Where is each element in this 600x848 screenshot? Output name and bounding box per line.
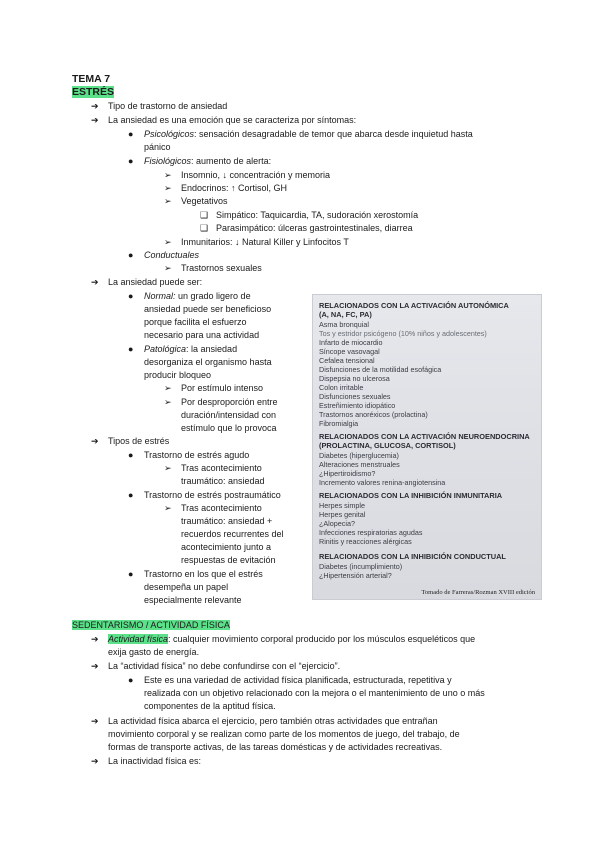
text-line: La ansiedad es una emoción que se caracteriza por síntomas: — [108, 115, 357, 125]
text-line: La inactividad física es: — [108, 756, 202, 766]
text-line: especialmente relevante — [144, 595, 242, 605]
text-line: acontecimiento junto a — [181, 542, 272, 552]
text-line: Por desproporción entre — [181, 397, 278, 407]
photo-line: Alteraciones menstruales — [319, 460, 400, 469]
photo-line: Diabetes (incumplimiento) — [319, 562, 403, 571]
text-line: componentes de la aptitud física. — [144, 701, 276, 711]
photo-line: ¿Hipertiroidismo? — [319, 469, 376, 478]
photo-line: Tos y estridor psicógeno (10% niños y adolescentes) — [319, 329, 487, 338]
photo-heading: (PROLACTINA, GLUCOSA, CORTISOL) — [319, 441, 456, 450]
text-line: necesario para una actividad — [144, 330, 260, 340]
arrowhead-bullet-icon: ➢ — [164, 237, 172, 247]
text-line: Parasimpático: úlceras gastrointestinales, diarrea — [216, 223, 413, 233]
arrow-bullet-icon: ➔ — [91, 115, 99, 125]
text-line: La “actividad física” no debe confundirse con el “ejercicio”. — [108, 661, 341, 671]
text-line: Vegetativos — [181, 196, 228, 206]
text-line: recuerdos recurrentes del — [181, 529, 284, 539]
photo-line: Disfunciones de la motilidad esofágica — [319, 365, 442, 374]
text-line: Psicológicos: sensación desagradable de temor que abarca desde inquietud hasta — [144, 129, 473, 139]
arrow-bullet-icon: ➔ — [91, 634, 99, 644]
photo-line: ¿Hipertensión arterial? — [319, 571, 392, 580]
text-line: La actividad física abarca el ejercicio, pero también otras actividades que entrañan — [108, 716, 438, 726]
checkbox-bullet-icon: ❑ — [200, 210, 209, 220]
dot-bullet-icon: ● — [128, 250, 134, 260]
page-title: TEMA 7 — [72, 73, 111, 85]
table-photo — [312, 294, 542, 600]
text-line: traumático: ansiedad — [181, 476, 265, 486]
text-line: Patológica: la ansiedad — [144, 344, 238, 354]
photo-line: Estreñimiento idiopático — [319, 401, 396, 410]
term-psicologicos: Psicológicos — [144, 129, 195, 139]
checkbox-bullet-icon: ❑ — [200, 223, 209, 233]
dot-bullet-icon: ● — [128, 675, 134, 685]
arrowhead-bullet-icon: ➢ — [164, 170, 172, 180]
photo-credit: Tomado de Farreras/Rozman XVIII edición — [421, 589, 535, 596]
dot-bullet-icon: ● — [128, 291, 134, 301]
text-line: realizada con un objetivo relacionado con la mejora o el mantenimiento de uno o más — [144, 688, 485, 698]
text-line: duración/intensidad con — [181, 410, 277, 420]
text-line: Endocrinos: ↑ Cortisol, GH — [181, 183, 288, 193]
text-line: formas de transporte activas, de las tareas domésticas y de actividades recreativas. — [108, 742, 443, 752]
dot-bullet-icon: ● — [128, 569, 134, 579]
text-line: ansiedad puede ser beneficioso — [144, 304, 272, 314]
text-line: desempeña un papel — [144, 582, 229, 592]
text-line: Tipos de estrés — [108, 436, 170, 446]
text-line: Insomnio, ↓ concentración y memoria — [181, 170, 331, 180]
text-line: Por estímulo intenso — [181, 383, 264, 393]
photo-line: Herpes simple — [319, 501, 365, 510]
text-line: Inmunitarios: ↓ Natural Killer y Linfocitos T — [181, 237, 349, 247]
dot-bullet-icon: ● — [128, 344, 134, 354]
photo-line: ¿Alopecia? — [319, 519, 355, 528]
text-line: Normal: un grado ligero de — [144, 291, 251, 301]
text-line: Tipo de trastorno de ansiedad — [108, 101, 228, 111]
text-line: porque facilita el esfuerzo — [144, 317, 247, 327]
photo-heading: RELACIONADOS CON LA INHIBICIÓN CONDUCTUAL — [319, 552, 506, 561]
arrowhead-bullet-icon: ➢ — [164, 263, 172, 273]
photo-line: Asma bronquial — [319, 320, 369, 329]
arrowhead-bullet-icon: ➢ — [164, 397, 172, 407]
arrowhead-bullet-icon: ➢ — [164, 383, 172, 393]
text-line: Simpático: Taquicardia, TA, sudoración xerostomía — [216, 210, 419, 220]
photo-line: Cefalea tensional — [319, 356, 375, 365]
arrowhead-bullet-icon: ➢ — [164, 183, 172, 193]
text-line: desorganiza el organismo hasta — [144, 357, 272, 367]
text-line: estímulo que lo provoca — [181, 423, 277, 433]
dot-bullet-icon: ● — [128, 129, 134, 139]
text-line: Trastorno de estrés agudo — [144, 450, 250, 460]
photo-line: Síncope vasovagal — [319, 347, 380, 356]
text-line — [144, 250, 199, 261]
photo-line: Dispepsia no ulcerosa — [319, 374, 390, 383]
text-line: Fisiológicos: aumento de alerta: — [144, 156, 272, 166]
photo-heading: RELACIONADOS CON LA ACTIVACIÓN NEUROENDOCRINA — [319, 432, 530, 441]
photo-line: Infecciones respiratorias agudas — [319, 528, 423, 537]
text-line: Tras acontecimiento — [181, 463, 262, 473]
text-line: pánico — [144, 142, 171, 152]
arrow-bullet-icon: ➔ — [91, 436, 99, 446]
text-line: Tras acontecimiento — [181, 503, 262, 513]
text-line: Actividad física: cualquier movimiento corporal producido por los músculos esqueléticos que — [108, 634, 476, 644]
term-fisiologicos: Fisiológicos — [144, 156, 192, 166]
term-patologica: Patológica — [144, 344, 187, 354]
photo-heading: RELACIONADOS CON LA INHIBICIÓN INMUNITARIA — [319, 491, 503, 500]
section-heading-sedentarismo: SEDENTARISMO / ACTIVIDAD FÍSICA — [72, 620, 230, 630]
term-conductuales: Conductuales — [144, 250, 200, 260]
dot-bullet-icon: ● — [128, 490, 134, 500]
photo-line: Disfunciones sexuales — [319, 392, 391, 401]
dot-bullet-icon: ● — [128, 450, 134, 460]
photo-line: Infarto de miocardio — [319, 338, 383, 347]
text-line: La ansiedad puede ser: — [108, 277, 203, 287]
photo-line: Trastornos anoréxicos (prolactina) — [319, 410, 428, 419]
arrowhead-bullet-icon: ➢ — [164, 463, 172, 473]
arrow-bullet-icon: ➔ — [91, 101, 99, 111]
arrow-bullet-icon: ➔ — [91, 661, 99, 671]
text-line: Este es una variedad de actividad física planificada, estructurada, repetitiva y — [144, 675, 452, 685]
text-line: movimiento corporal y se realizan como parte de los momentos de juego, del trabajo, de — [108, 729, 460, 739]
photo-line: Incremento valores renina-angiotensina — [319, 478, 446, 487]
text-line: Trastorno en los que el estrés — [144, 569, 263, 579]
photo-line: Colon irritable — [319, 383, 364, 392]
photo-line: Rinitis y reacciones alérgicas — [319, 537, 412, 546]
text-line: traumático: ansiedad + — [181, 516, 273, 526]
arrow-bullet-icon: ➔ — [91, 756, 99, 766]
text-line: Trastornos sexuales — [181, 263, 262, 273]
photo-heading: RELACIONADOS CON LA ACTIVACIÓN AUTONÓMICA — [319, 301, 509, 310]
text-line: Trastorno de estrés postraumático — [144, 490, 281, 500]
dot-bullet-icon: ● — [128, 156, 134, 166]
term-normal: Normal: — [144, 291, 176, 301]
photo-line: Diabetes (hiperglucemia) — [319, 451, 399, 460]
photo-line: Herpes genital — [319, 510, 366, 519]
photo-heading: (A, NA, FC, PA) — [319, 310, 372, 319]
photo-line: Fibromialgia — [319, 419, 359, 428]
text-line: respuestas de evitación — [181, 555, 276, 565]
arrowhead-bullet-icon: ➢ — [164, 196, 172, 206]
text-line: exija gasto de energía. — [108, 647, 200, 657]
term-actividad-fisica: Actividad física — [108, 634, 169, 644]
arrow-bullet-icon: ➔ — [91, 277, 99, 287]
section-heading-estres: ESTRÉS — [72, 86, 115, 98]
arrow-bullet-icon: ➔ — [91, 716, 99, 726]
text-line: producir bloqueo — [144, 370, 212, 380]
arrowhead-bullet-icon: ➢ — [164, 503, 172, 513]
